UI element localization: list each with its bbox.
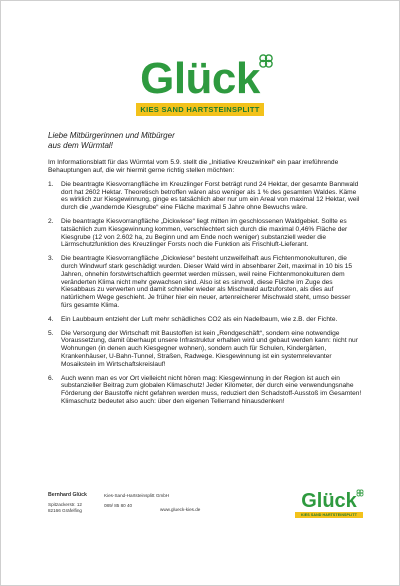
brand-tagline: KIES SAND HARTSTEINSPLITT: [136, 103, 264, 116]
point-text: Ein Laubbaum entzieht der Luft mehr schädliches CO2 als ein Nadelbaum, wie z.B. der Fichte.: [61, 315, 338, 323]
point-number: 4.: [48, 315, 54, 323]
list-item: [48, 218, 363, 249]
list-item: [48, 316, 363, 324]
clover-icon: [258, 53, 274, 69]
point-text: Auch wenn man es vor Ort vielleicht nicht hören mag: Kiesgewinnung in der Region ist auch ein substanzieller Beitrag zum globalen Klimaschutz! Jeder Kilometer, der durch eine verwendungsnahe Förderung der Baustoffe nicht gefahren werden muss, reduziert den Schadstoff-Ausstoß im Gesamten! Klimaschutz bedeutet also auch: über den eigenen Tellerrand hinausdenken!: [61, 374, 362, 405]
footer-brand-name: Glück: [301, 490, 357, 512]
point-text: Die Versorgung der Wirtschaft mit Baustoffen ist kein „Rendgeschäft“, sondern eine notwendige Voraussetzung, damit überhaupt unsere Infrastruktur erhalten wird und gebaut werden kann: nicht nur Wohnungen (in denen auch Kiesgegner wohnen), sondern auch für Schulen, Kindergärten, Krankenhäuser, U-Bahn-Tunnel, Straßen, Radwege. Kiesgewinnung ist ein systemrelevanter Mosaikstein im Wirtschaftskreislauf!: [61, 329, 358, 368]
brand-logo: [1, 54, 399, 116]
point-number: 5.: [48, 329, 54, 337]
company-website: www.glueck-kies.de: [160, 507, 201, 512]
footer-web-col: [160, 507, 200, 513]
point-text: Die beantragte Kiesvorrangfläche im Kreuzlinger Forst beträgt rund 24 Hektar, der gesamte Bannwald dort hat 2602 Hektar. Theoretisch betroffen wären also weniger als 1 % des gesamten Waldes. Käme es wirklich zur Kiesgewinnung, ginge es tatsächlich aber nur um ein Areal von maximal 12 Hektar, weil durch die „wandernde Kiesgrube“ eine Fläche maximal 5 Jahre ohne Bewuchs wäre.: [61, 180, 360, 212]
clover-icon: [356, 489, 364, 497]
point-number: 6.: [48, 374, 54, 382]
brand-wordmark: [140, 54, 260, 103]
footer-brand-tagline: KIES SAND HARTSTEINSPLITT: [295, 512, 363, 518]
sender-name: Bernhard Glück: [48, 492, 87, 498]
point-text: Die beantragte Kiesvorrangfläche „Dickwiese“ besteht unzweifelhaft aus Fichtenmonokulturen, die durch Windwurf stark geschädigt wurden. Dieser Wald wird in absehbarer Zeit, maximal in 10 bis 15 Jahren, ohnehin forstwirtschaftlich geerntet werden müssen, weil reine Fichtenmonokulturen dem veränderten Klima nicht mehr gewachsen sind. Also ist es sinnvoll, diese Fläche im Zuge des Kiesabbaus zu verwerten und damit schneller wieder als Mischwald aufzuforsten, als dies auf natürlichem Wege geschieht. Je früher hier ein neuer, artenreicherer Mischwald steht, umso besser fürs gesamte Klima.: [61, 255, 353, 309]
footer-wordmark: [301, 491, 357, 511]
list-item: [48, 181, 363, 212]
brand-name: Glück: [140, 54, 260, 103]
point-number: 3.: [48, 255, 54, 263]
sender-city: 82166 Gräfelfing: [48, 508, 82, 513]
intro-paragraph: Im Informationsblatt für das Würmtal vom 5.9. stellt die „Initiative Kreuzwinkel“ ein paar irreführende Behauptungen auf, die wir hiermit gerne richtig stellen möchten:: [48, 159, 339, 174]
list-item: [48, 255, 363, 310]
greeting-line-2: aus dem Würmtal!: [48, 140, 113, 150]
greeting: [48, 131, 363, 150]
point-number: 2.: [48, 217, 54, 225]
list-item: [48, 375, 363, 406]
greeting-line-1: Liebe Mitbürgerinnen und Mitbürger: [48, 131, 175, 140]
list-item: [48, 330, 363, 369]
company-phone: 089/ 85 80 40: [104, 503, 133, 508]
company-name: Kies-Sand-Hartsteinsplitt GmbH: [104, 493, 170, 498]
footer-sender: [48, 492, 87, 514]
footer-logo: [295, 491, 363, 518]
points-list: [48, 181, 363, 406]
letter-body: [48, 131, 363, 412]
sender-street: Spitzackerstr. 12: [48, 502, 82, 507]
point-text: Die beantragte Kiesvorrangfläche „Dickwiese“ liegt mitten im geschlossenen Waldgebiet. Sollte es tatsächlich zum Kiesgewinnung kommen, verschlechtert sich durch die maximal 0,46% Fläche der Kiesgrube (12 von 2.602 ha, zu Beginn und am Ende noch weniger) substanziell weder die Lärmschutzfunktion des Kreuzlinger Forsts noch die Funktion als Frischluft-Lieferant.: [61, 217, 348, 249]
point-number: 1.: [48, 180, 54, 188]
